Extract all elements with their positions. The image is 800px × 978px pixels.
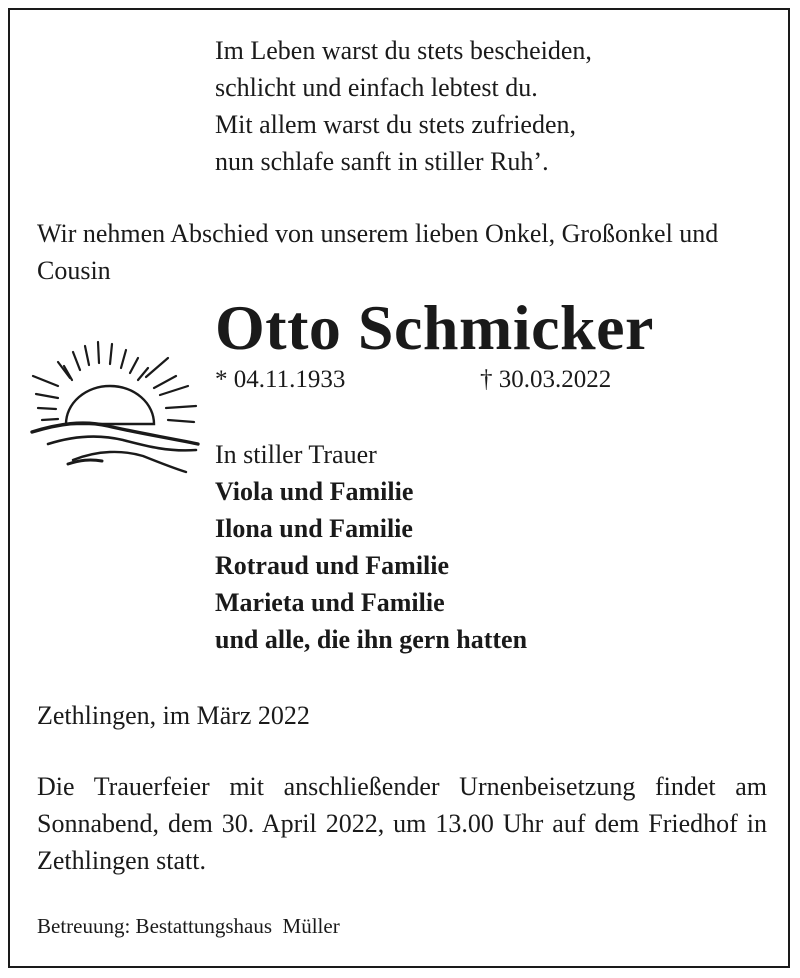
mourner-name: Ilona und Familie bbox=[215, 514, 413, 543]
mourner-name: Rotraud und Familie bbox=[215, 551, 450, 580]
mourner-name: Viola und Familie bbox=[215, 477, 414, 506]
sunset-over-hills-icon bbox=[28, 332, 203, 477]
poem-line: nun schlafe sanft in stiller Ruh’. bbox=[215, 147, 549, 176]
poem-line: Mit allem warst du stets zufrieden, bbox=[215, 110, 577, 139]
mourner-name: Marieta und Familie bbox=[215, 588, 445, 617]
poem-line: Im Leben warst du stets bescheiden, bbox=[215, 36, 592, 65]
poem-line: schlicht und einfach lebtest du. bbox=[215, 73, 538, 102]
mourner-name: und alle, die ihn gern hatten bbox=[215, 625, 528, 654]
birth-date: * 04.11.1933 bbox=[215, 366, 346, 393]
mourners-block bbox=[215, 436, 527, 658]
mourners-heading: In stiller Trauer bbox=[215, 440, 377, 469]
deceased-name: Otto Schmicker bbox=[215, 292, 654, 363]
memorial-poem bbox=[215, 32, 592, 180]
death-date: † 30.03.2022 bbox=[480, 366, 612, 393]
place-and-date: Zethlingen, im März 2022 bbox=[37, 701, 310, 730]
funeral-home-credit: Betreuung: Bestattungshaus Müller bbox=[37, 914, 340, 938]
funeral-announcement: Die Trauerfeier mit anschließender Urnenbeisetzung findet am Sonnabend, dem 30. April 2022, um 13.00 Uhr auf dem Friedhof in Zethlingen statt. bbox=[37, 772, 767, 875]
farewell-intro: Wir nehmen Abschied von unserem lieben Onkel, Großonkel und Cousin bbox=[37, 219, 719, 285]
